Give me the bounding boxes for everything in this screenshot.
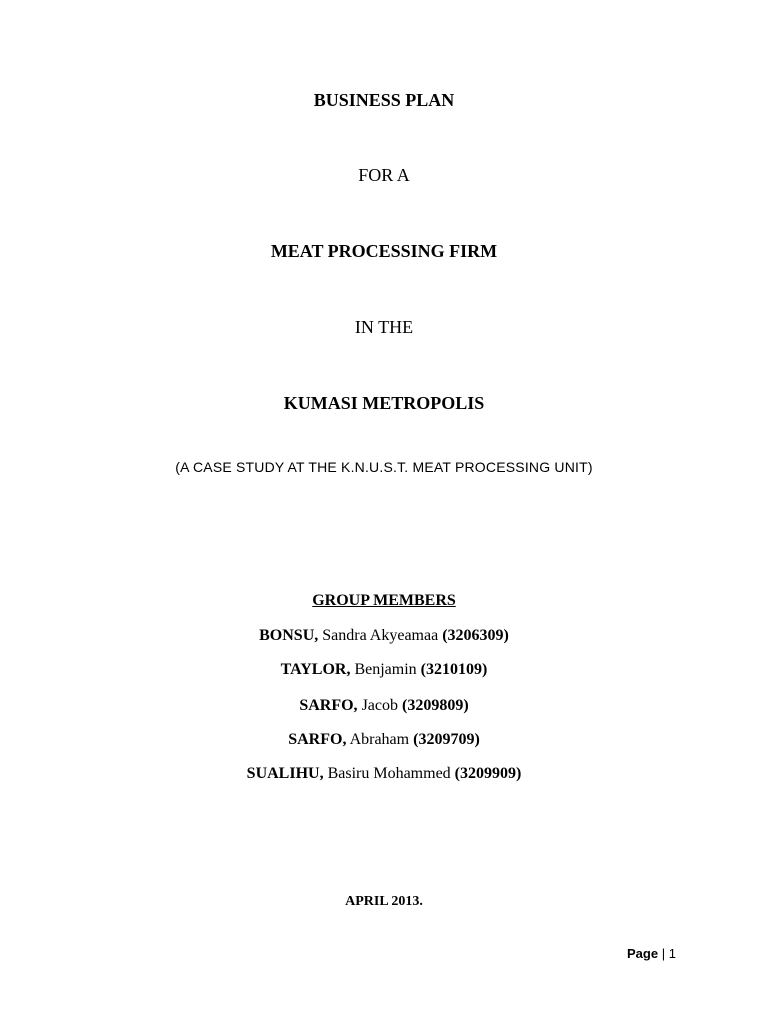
member-given-name: Benjamin: [350, 661, 421, 678]
member-surname: TAYLOR,: [280, 661, 351, 678]
page-number-footer: [627, 946, 676, 961]
member-line: [0, 765, 768, 783]
member-line: [0, 731, 768, 749]
member-id: (3209809): [402, 697, 469, 714]
member-line: [0, 697, 768, 715]
title-line-2: FOR A: [358, 165, 410, 185]
page-number: 1: [668, 946, 676, 961]
member-given-name: Basiru Mohammed: [323, 765, 455, 782]
case-study-subtitle: (A CASE STUDY AT THE K.N.U.S.T. MEAT PROCESSING UNIT): [175, 459, 593, 475]
title-line-3: MEAT PROCESSING FIRM: [270, 241, 498, 261]
group-members-heading: GROUP MEMBERS: [312, 592, 456, 609]
member-id: (3209909): [454, 765, 522, 782]
member-id: (3209709): [413, 731, 480, 748]
member-given-name: Jacob: [357, 697, 402, 714]
member-id: (3206309): [442, 627, 509, 644]
member-surname: SARFO,: [299, 697, 358, 714]
page-label: Page: [627, 946, 659, 961]
member-given-name: Abraham: [346, 731, 414, 748]
member-surname: BONSU,: [259, 627, 319, 644]
title-line-5: KUMASI METROPOLIS: [283, 393, 485, 413]
title-line-1: BUSINESS PLAN: [313, 90, 455, 110]
member-surname: SUALIHU,: [246, 765, 324, 782]
member-given-name: Sandra Akyeamaa: [318, 627, 443, 644]
member-surname: SARFO,: [288, 731, 347, 748]
member-line: [0, 627, 768, 645]
member-id: (3210109): [420, 661, 488, 678]
document-date: APRIL 2013.: [345, 894, 423, 909]
member-line: [0, 661, 768, 679]
page-separator: |: [658, 946, 669, 961]
title-line-4: IN THE: [354, 317, 414, 337]
